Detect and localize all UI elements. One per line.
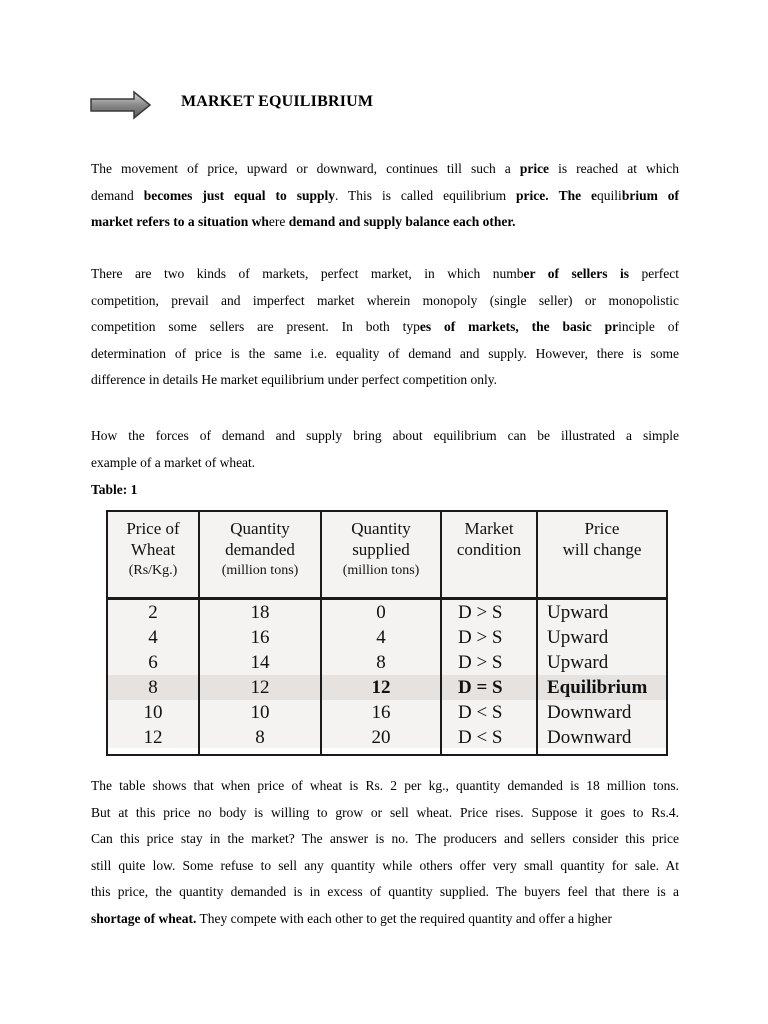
- header-quantity-supplied: [321, 511, 441, 599]
- text-run: But at this price no body is willing to grow or sell wheat. Price rises. Suppose it goes to Rs.4.: [91, 804, 679, 820]
- text-line: [91, 261, 679, 288]
- text-line: [91, 906, 679, 933]
- text-line: [91, 341, 679, 368]
- text-run: this price, the quantity demanded is in excess of quantity supplied. The buyers feel that there is a: [91, 884, 679, 900]
- paragraph-wheat-example: [91, 423, 679, 476]
- table-row: [107, 675, 667, 700]
- cell-condition: D = S: [441, 675, 537, 700]
- cell-condition: D > S: [441, 625, 537, 650]
- header-text: demanded: [225, 540, 295, 559]
- table-row: [107, 650, 667, 675]
- bold-text: price: [519, 161, 550, 176]
- cell-demanded: 16: [199, 625, 321, 650]
- text-line: [91, 879, 679, 906]
- cell-supplied: 0: [321, 599, 441, 626]
- text-line: [91, 156, 679, 183]
- bold-text: es of markets, the basic pr: [419, 319, 619, 335]
- text-run: [549, 188, 559, 203]
- header-text: Price: [584, 519, 620, 538]
- text-run: inciple of: [618, 319, 679, 335]
- header-text: condition: [456, 540, 522, 559]
- cell-change: Upward: [537, 599, 667, 626]
- text-run: demand: [91, 187, 144, 203]
- table-body: [107, 599, 667, 756]
- wheat-market-table: [106, 510, 668, 756]
- text-run: perfect: [629, 266, 679, 281]
- text-run: determination of price is the same i.e. equality of demand and supply. However, there is some: [91, 345, 679, 361]
- cell-price: 8: [107, 675, 199, 700]
- cell-supplied: 12: [321, 675, 441, 700]
- header-text: will change: [562, 540, 642, 559]
- text-run: is reached at which: [549, 161, 680, 176]
- table-header-row: [107, 511, 667, 599]
- text-line: [91, 773, 679, 800]
- text-run: still quite low. Some refuse to sell any quantity while others offer very small quantity for sale. At: [91, 857, 679, 873]
- text-run: How the forces of demand and supply bring about equilibrium can be illustrated a simple: [91, 428, 679, 443]
- paragraph-table-explanation: [91, 773, 679, 933]
- cell-price: 4: [107, 625, 199, 650]
- cell-price: 12: [107, 725, 199, 755]
- cell-condition: D > S: [441, 599, 537, 626]
- table-row: [107, 599, 667, 626]
- header-text: Market: [464, 519, 514, 538]
- paragraph-market-kinds: [91, 261, 679, 394]
- wheat-market-table-image: [106, 510, 666, 748]
- table-row: [107, 700, 667, 725]
- cell-condition: D < S: [441, 700, 537, 725]
- header-text: Price of: [126, 519, 180, 538]
- text-run: . This is called equilibrium: [334, 187, 517, 203]
- header-text: Wheat: [130, 540, 176, 559]
- cell-change: Upward: [537, 650, 667, 675]
- text-line: [91, 367, 679, 394]
- cell-change: Upward: [537, 625, 667, 650]
- header-unit: (Rs/Kg.): [128, 563, 178, 578]
- bold-text: brium of: [621, 187, 680, 203]
- cell-demanded: 8: [199, 725, 321, 755]
- bold-text: er of sellers is: [523, 266, 630, 281]
- bold-text: market refers to a situation wh: [91, 214, 269, 230]
- header-quantity-demanded: [199, 511, 321, 599]
- cell-demanded: 14: [199, 650, 321, 675]
- text-line: [91, 450, 679, 477]
- bold-text: price.: [516, 187, 549, 203]
- text-run: competition, prevail and imperfect market wherein monopoly (single seller) or monopolistic: [91, 292, 679, 308]
- text-run: difference in details He market equilibrium under perfect competition only.: [91, 372, 497, 388]
- text-run: The table shows that when price of wheat is Rs. 2 per kg., quantity demanded is 18 million tons.: [91, 778, 679, 793]
- header-text: supplied: [352, 540, 410, 559]
- text-run: competition some sellers are present. In both typ: [91, 319, 420, 335]
- header-text: Quantity: [351, 519, 411, 538]
- cell-demanded: 12: [199, 675, 321, 700]
- header-unit: (million tons): [342, 563, 420, 578]
- cell-supplied: 8: [321, 650, 441, 675]
- cell-demanded: 18: [199, 599, 321, 626]
- bold-text: becomes just equal to supply: [143, 187, 335, 203]
- cell-change: Downward: [537, 725, 667, 755]
- text-run: example of a market of wheat.: [91, 454, 256, 470]
- text-line: [91, 423, 679, 450]
- text-run: Can this price stay in the market? The answer is no. The producers and sellers consider this price: [91, 831, 679, 847]
- cell-price: 2: [107, 599, 199, 626]
- page-title: MARKET EQUILIBRIUM: [181, 93, 374, 110]
- cell-change: Equilibrium: [537, 675, 667, 700]
- header-price: [107, 511, 199, 599]
- bold-text: shortage of wheat.: [91, 910, 197, 926]
- text-line: [91, 288, 679, 315]
- cell-supplied: 20: [321, 725, 441, 755]
- table-row: [107, 725, 667, 755]
- text-run: There are two kinds of markets, perfect market, in which numb: [91, 266, 524, 281]
- text-run: They compete with each other to get the required quantity and offer a higher: [196, 910, 612, 926]
- right-arrow-icon: [90, 90, 152, 120]
- cell-demanded: 10: [199, 700, 321, 725]
- cell-supplied: 4: [321, 625, 441, 650]
- cell-supplied: 16: [321, 700, 441, 725]
- bold-text: demand and supply balance each other.: [288, 214, 516, 230]
- text-line: [91, 183, 679, 210]
- cell-condition: D > S: [441, 650, 537, 675]
- text-line: [91, 209, 679, 236]
- cell-price: 6: [107, 650, 199, 675]
- heading-arrow: [90, 88, 152, 122]
- table-row: [107, 625, 667, 650]
- cell-condition: D < S: [441, 725, 537, 755]
- cell-change: Downward: [537, 700, 667, 725]
- header-market-condition: [441, 511, 537, 599]
- header-text: Quantity: [230, 519, 290, 538]
- text-line: [91, 314, 679, 341]
- paragraph-equilibrium-definition: [91, 156, 679, 236]
- header-unit: (million tons): [221, 563, 299, 578]
- text-run: ere: [268, 214, 289, 230]
- text-line: [91, 853, 679, 880]
- text-run: The movement of price, upward or downward, continues till such a: [91, 161, 520, 176]
- cell-price: 10: [107, 700, 199, 725]
- bold-text: The e: [558, 187, 598, 203]
- header-price-change: [537, 511, 667, 599]
- text-line: [91, 826, 679, 853]
- text-run: quili: [597, 187, 622, 203]
- text-line: [91, 800, 679, 827]
- table-label: Table: 1: [91, 482, 138, 497]
